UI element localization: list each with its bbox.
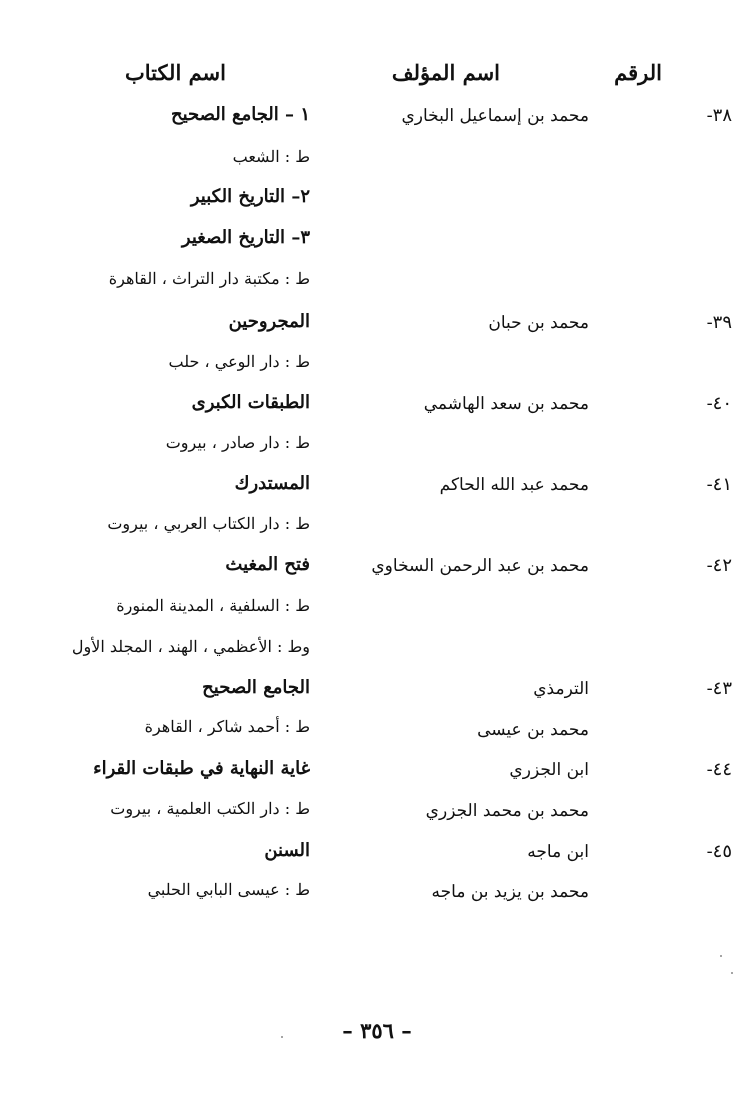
book-edition: ط : السلفية ، المدينة المنورة: [116, 596, 310, 615]
book-title: المستدرك: [234, 473, 310, 494]
book-edition: ط : عيسى البابي الحلبي: [147, 880, 310, 899]
entry-number: ٤٥-: [706, 841, 732, 862]
book-edition: ط : دار صادر ، بيروت: [165, 433, 310, 452]
book-edition: ط : أحمد شاكر ، القاهرة: [144, 717, 310, 736]
scan-speck: [281, 1036, 283, 1038]
entry-author-full: محمد بن عيسى: [477, 720, 589, 740]
book-title: ٢– التاريخ الكبير: [190, 186, 310, 207]
entry-number: ٤٠-: [706, 393, 732, 414]
entry-number: ٣٨-: [706, 105, 732, 126]
header-author: اسم المؤلف: [391, 60, 500, 85]
book-edition: ط : دار الوعي ، حلب: [168, 352, 310, 371]
book-title: ١ – الجامع الصحيح: [170, 104, 310, 125]
entry-author-short: ابن الجزري: [509, 760, 589, 780]
book-edition: ط : مكتبة دار التراث ، القاهرة: [108, 269, 310, 288]
entry-number: ٤١-: [706, 474, 732, 495]
header-number: الرقم: [614, 60, 662, 85]
book-edition: ط : دار الكتب العلمية ، بيروت: [110, 799, 310, 818]
book-edition: ط : الشعب: [232, 147, 310, 166]
entry-author: محمد بن حبان: [488, 313, 589, 333]
book-title: الطبقات الكبرى: [191, 392, 310, 413]
entry-author: محمد بن سعد الهاشمي: [423, 394, 589, 414]
entry-number: ٤٢-: [706, 555, 732, 576]
book-edition: ط : دار الكتاب العربي ، بيروت: [107, 514, 310, 533]
entry-author: محمد بن إسماعيل البخاري: [401, 106, 589, 126]
entry-number: ٣٩-: [706, 312, 732, 333]
entry-number: ٤٣-: [706, 678, 732, 699]
book-title: السنن: [264, 840, 310, 861]
scan-speck: [720, 955, 722, 957]
book-title: ٣– التاريخ الصغير: [181, 227, 310, 248]
entry-number: ٤٤-: [706, 759, 732, 780]
header-book: اسم الكتاب: [124, 60, 226, 85]
page-number: – ٣٥٦ –: [342, 1018, 412, 1043]
entry-author: محمد عبد الله الحاكم: [439, 475, 589, 495]
book-edition: وط : الأعظمي ، الهند ، المجلد الأول: [71, 637, 310, 656]
entry-author-full: محمد بن يزيد بن ماجه: [431, 882, 589, 902]
book-title: فتح المغيث: [225, 554, 310, 575]
entry-author: محمد بن عبد الرحمن السخاوي: [371, 556, 589, 576]
book-title: غاية النهاية في طبقات القراء: [93, 758, 310, 779]
entry-author-short: الترمذي: [533, 679, 589, 699]
entry-author-short: ابن ماجه: [527, 842, 589, 862]
entry-author-full: محمد بن محمد الجزري: [425, 801, 589, 821]
scan-speck: [731, 972, 733, 974]
book-title: المجروحين: [228, 311, 310, 332]
book-title: الجامع الصحيح: [202, 677, 310, 698]
